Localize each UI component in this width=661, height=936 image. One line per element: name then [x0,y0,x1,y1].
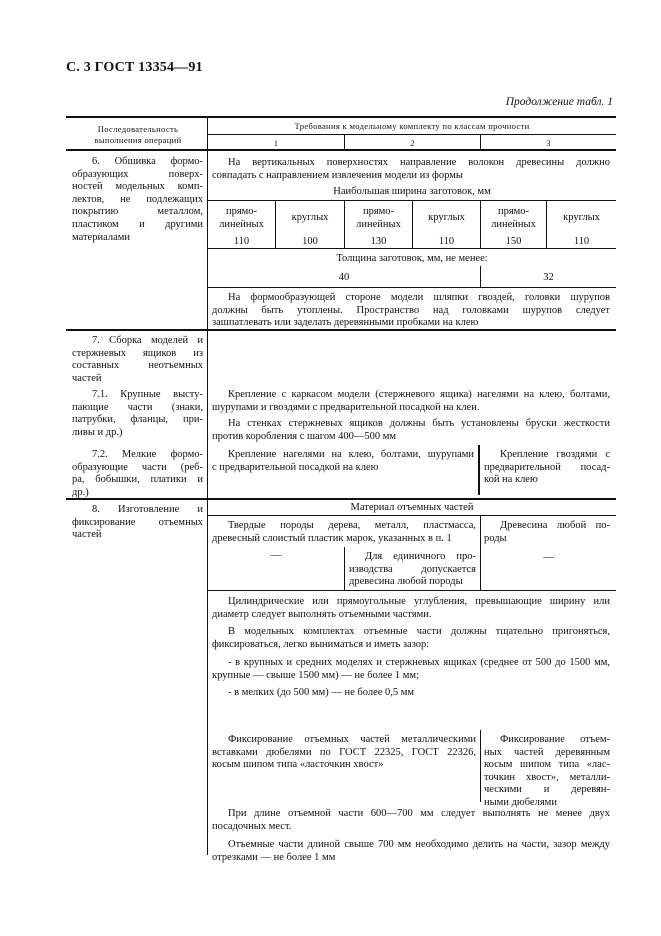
table-continuation-label: Продолжение табл. 1 [505,96,613,108]
profile-4-value: 110 [438,236,455,247]
gap-small-models: - в мелких (до 500 мм) — не более 0,5 мм [228,687,415,698]
material-class-3: Древесина любой по- роды [484,520,610,544]
profile-1-value: 110 [233,236,250,247]
fixation-class-3: Фиксирование отъем- ных частей деревянным косым шипом типа «лас- точкин хвост», металли- ческими и деревян- ными дюбелями [484,734,610,808]
max-width-title: Наибольшая ширина заготовок, мм [333,186,491,197]
gap-large-models: - в крупных и средних моделях и стержневых ящиках (среднее от 500 до 1500 мм, крупные — свыше 1500 мм) — не более 1 мм; [212,657,610,681]
row-7-1-label: 7.1. Крупные высту- пающие части (знаки, патрубки, фланцы, при- ливы и др.) [72,389,203,438]
material-classes-1-2: Твердые породы дерева, металл, пластмасса, древесный слоистый пластик марок, указанных в п. 1 [212,520,476,544]
column-header-class-3: 3 [546,138,551,148]
profile-1-label: прямо- линейных [219,206,264,230]
profile-5-label: прямо- линейных [491,206,536,230]
recesses-requirement: Цилиндрические или прямоугольные углубления, превышающие ширину или диаметр следует выполнять отъемными частями. [212,596,610,620]
row-6-nails-requirement: На формообразующей стороне модели шляпки гвоздей, головки шурупов должны быть утоплены. Пространство над головками шурупов следует зашпатлевать или заделать деревянными пробками на клею [212,292,610,329]
material-title: Материал отъемных частей [350,502,474,513]
profile-3-value: 130 [370,236,387,247]
row-7-1-fastening: Крепление с каркасом модели (стержневого ящика) нагелями на клею, болтами, шурупами и гвоздями с предварительной посадкой на клеи. [212,389,610,413]
seating-places-requirement: При длине отъемной части 600—700 мм следует выполнять не менее двух посадочных мест. [212,808,610,832]
column-header-class-1: 1 [273,138,279,148]
column-header-operations: Последовательность выполнения операций [94,124,182,145]
row-7-2-fastening-classes-1-2: Крепление нагелями на клею, болтами, шурупами с предварительной посадкой на клею [212,449,474,473]
column-header-class-2: 2 [410,138,415,148]
row-8-label: 8. Изготовление и фиксирование отъемных частей [72,504,203,541]
thickness-value-class-3: 32 [543,272,554,283]
profile-6-value: 110 [573,236,590,247]
row-7-2-fastening-class-3: Крепление гвоздями с предварительной посад- кой на клею [484,449,610,486]
fitting-requirement: В модельных комплектах отъемные части должны тщательно пригоняться, фиксироваться, легко выниматься и иметь зазор: [212,626,610,650]
fixation-classes-1-2: Фиксирование отъемных частей металлическими вставками дюбелями по ГОСТ 22325, ГОСТ 22326, косым шипом типа «ласточкин хвост» [212,734,476,771]
page-header: С. 3 ГОСТ 13354—91 [66,60,203,75]
profile-3-label: прямо- линейных [356,206,401,230]
row-7-1-stiffeners: На стенках стержневых ящиков должны быть установлены бруски жесткости против коробления с шагом 400—500 мм [212,418,610,442]
long-parts-division: Отъемные части длиной свыше 700 мм необходимо делить на части, зазор между отрезками — не более 1 мм [212,839,610,863]
row-6-fiber-direction: На вертикальных поверхностях направление волокон древесины должно совпадать с направлением извлечения модели из формы [212,157,610,181]
thickness-value-classes-1-2: 40 [338,272,350,283]
column-header-requirements: Требования к модельному комплекту по классам прочности [294,121,530,131]
row-6-label: 6. Обшивка формо- образующих поверх- ностей модельных комп- лектов, не подлежащих покрытию металлом, пластиком и другими материалами [72,156,203,243]
profile-2-label: круглых [291,212,329,223]
profile-6-label: круглых [563,212,600,223]
material-class-3-dash: — [543,552,554,563]
profile-2-value: 100 [302,236,318,247]
material-class-1-dash: — [270,550,282,561]
row-7-label: 7. Сборка моделей и стержневых ящиков из составных неотъемных частей [72,335,203,384]
single-production-note: Для единичного про- изводства допускается древесина любой породы [349,551,476,588]
profile-4-label: круглых [428,212,465,223]
thickness-title: Толщина заготовок, мм, не менее: [336,253,488,264]
profile-5-value: 150 [505,236,522,247]
row-7-2-label: 7.2. Мелкие формо- образующие части (реб- ра, бобышки, платики и др.) [72,449,203,498]
